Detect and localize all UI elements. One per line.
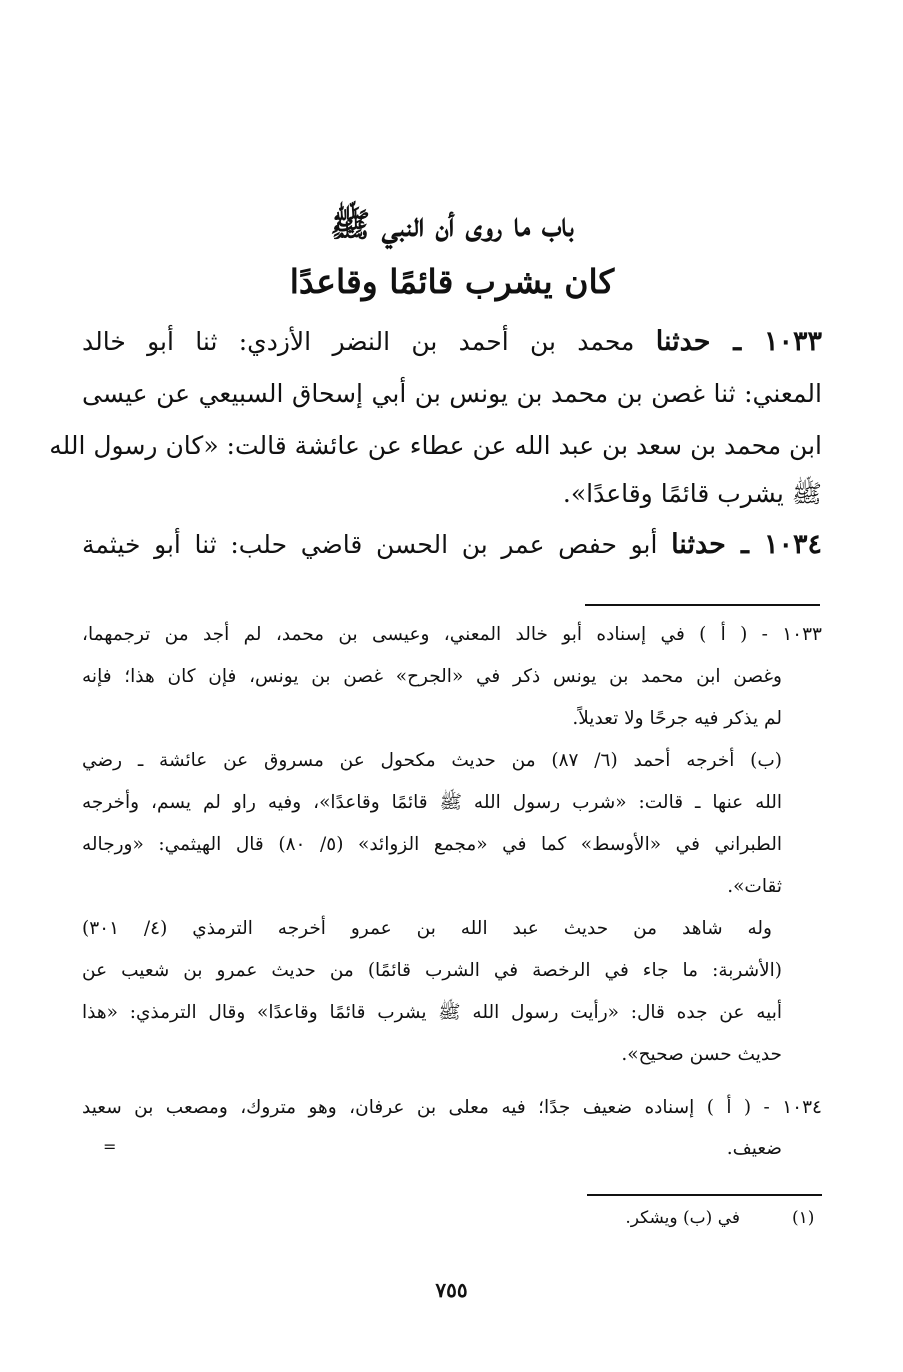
main-text-divider (585, 604, 820, 606)
commentary-line: وله شاهد من حديث عبد الله بن عمرو أخرجه الترمذي (٤/ ٣٠١) (82, 918, 772, 939)
commentary-line: ١٠٣٤ - ( أ ) إسناده ضعيف جدًا؛ فيه معلى بن عرفان، وهو متروك، ومصعب بن سعيد (82, 1097, 822, 1118)
chapter-title-line-1: باب ما روى أن النبي ﷺ (330, 205, 574, 244)
hadith-number: ١٠٣٣ ـ حدثنا (655, 326, 822, 357)
commentary-line: (الأشربة: ما جاء في الرخصة في الشرب قائمًا) من حديث عمرو بن شعيب عن (82, 960, 782, 981)
commentary-line: الطبراني في «الأوسط» كما في «مجمع الزوائد» (٥/ ٨٠) قال الهيثمي: «ورجاله (82, 834, 782, 855)
commentary-line: وغصن ابن محمد بن يونس ذكر في «الجرح» غصن بن يونس، فإن كان هذا؛ فإنه (82, 666, 782, 687)
commentary-line: ضعيف. (726, 1138, 782, 1159)
hadith-1033-line-3: ابن محمد بن سعد بن عبد الله عن عطاء عن عائشة قالت: «كان رسول الله (49, 431, 822, 460)
page-number: ٧٥٥ (435, 1278, 468, 1302)
commentary-line: لم يذكر فيه جرحًا ولا تعديلاً. (572, 708, 782, 729)
commentary-line: ١٠٣٣ - ( أ ) في إسناده أبو خالد المعني، وعيسى بن محمد، لم أجد من ترجمهما، (82, 624, 822, 645)
continuation-mark: = (103, 1137, 117, 1156)
hadith-1033-line-4: ﷺ يشرب قائمًا وقاعدًا». (562, 479, 822, 508)
commentary-line: ثقات». (727, 876, 782, 897)
commentary-line: (ب) أخرجه أحمد (٦/ ٨٧) من حديث مكحول عن مسروق عن عائشة ـ رضي (82, 750, 782, 771)
footnote-number: (١) (792, 1208, 815, 1228)
commentary-line: الله عنها ـ قالت: «شرب رسول الله ﷺ قائمًا وقاعدًا»، وفيه راو لم يسم، وأخرجه (82, 792, 782, 813)
commentary-line: حديث حسن صحيح». (621, 1044, 782, 1065)
hadith-number: ١٠٣٤ ـ حدثنا (671, 529, 822, 560)
hadith-1033-line-2: المعني: ثنا غصن بن محمد بن يونس بن أبي إسحاق السبيعي عن عيسى (82, 379, 822, 408)
hadith-1034-line-1: ١٠٣٤ ـ حدثنا أبو حفص عمر بن الحسن قاضي حلب: ثنا أبو خيثمة (82, 529, 822, 560)
footnote-divider (587, 1194, 822, 1196)
hadith-1033-line-1: ١٠٣٣ ـ حدثنا محمد بن أحمد بن النضر الأزدي: ثنا أبو خالد (82, 326, 822, 357)
chapter-title-line-2: كان يشرب قائمًا وقاعدًا (289, 262, 615, 301)
footnote-text: في (ب) ويشكر. (625, 1208, 740, 1228)
commentary-line: أبيه عن جده قال: «رأيت رسول الله ﷺ يشرب قائمًا وقاعدًا» وقال الترمذي: «هذا (82, 1002, 782, 1023)
